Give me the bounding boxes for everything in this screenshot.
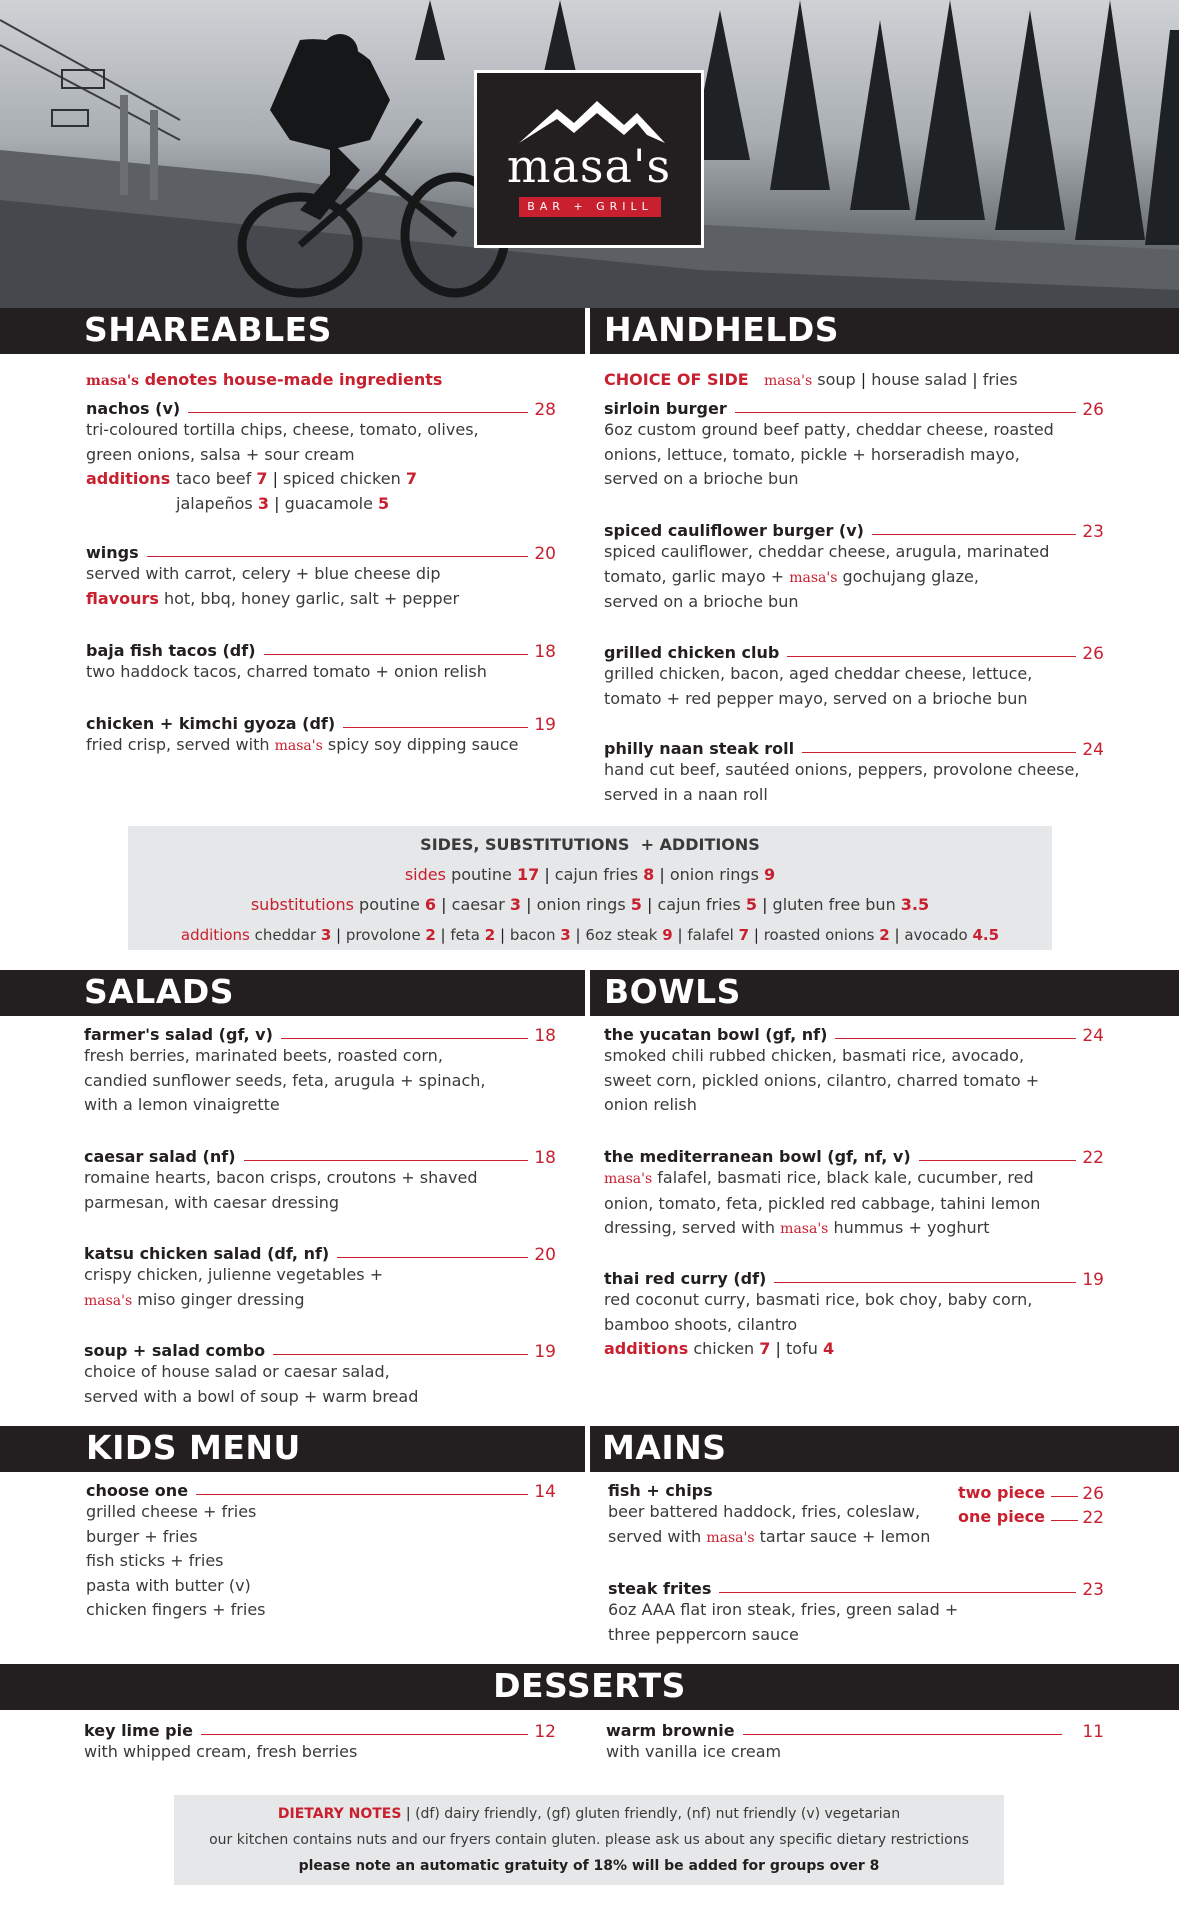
flavours-list: hot, bbq, honey garlic, salt + pepper: [163, 588, 460, 608]
item-name: wings: [86, 543, 139, 562]
item-name: spiced cauliflower burger (v): [604, 521, 864, 540]
substitutions-line: substitutions poutine 6 | caesar 3 | onion rings 5 | cajun fries 5 | gluten free bun 3.5: [250, 895, 930, 914]
section-title-bowls: BOWLS: [604, 972, 741, 1011]
item-description: [84, 1044, 556, 1118]
option-name: cajun fries: [554, 865, 639, 884]
item-additions: additions taco beef 7 | spiced chicken 7 jalapeños 3 | guacamole 5: [86, 467, 556, 516]
addition-name: spiced chicken: [283, 469, 401, 488]
section-title-handhelds: HANDHELDS: [604, 310, 840, 349]
description-line: grilled chicken, bacon, aged cheddar cheese, lettuce,: [604, 664, 1033, 683]
item-name: nachos (v): [86, 399, 181, 418]
leader-line: [735, 412, 1077, 413]
description-text: fried crisp, served with: [86, 735, 270, 754]
option-name: feta: [450, 926, 480, 944]
menu-item-wings: [86, 540, 556, 611]
description-line: served with carrot, celery + blue cheese dip: [86, 564, 441, 583]
item-price: 19: [1082, 1270, 1104, 1290]
addition-price: 5: [378, 493, 390, 513]
item-name: key lime pie: [84, 1721, 193, 1740]
item-name: the mediterranean bowl (gf, nf, v): [604, 1147, 911, 1166]
section-title-mains: MAINS: [602, 1428, 727, 1467]
description-text: miso ginger dressing: [137, 1289, 305, 1309]
description-line: with a lemon vinaigrette: [84, 1095, 280, 1114]
item-price: 18: [534, 1026, 556, 1046]
choice-of-side: CHOICE OF SIDE masa's soup | house salad | fries: [604, 370, 1018, 389]
addition-name: taco beef: [176, 469, 252, 488]
description-line: spiced cauliflower, cheddar cheese, arugula, marinated: [604, 542, 1050, 561]
item-price: 11: [1082, 1722, 1104, 1742]
sides-box-title: [128, 830, 1052, 860]
description-line: three peppercorn sauce: [608, 1624, 799, 1644]
menu-item-katsu-chicken-salad: [84, 1241, 556, 1313]
option-price: 5: [630, 895, 642, 914]
description-line: choice of house salad or caesar salad,: [84, 1362, 390, 1381]
logo-name: masa's: [506, 139, 672, 193]
leader-line: [1051, 1496, 1078, 1497]
item-price: 22: [1082, 1148, 1104, 1168]
addition-price: 7: [759, 1339, 771, 1358]
additions-label: additions: [86, 469, 171, 488]
masas-mark: masa's: [604, 1171, 653, 1187]
menu-item-philly-naan: [604, 736, 1104, 807]
menu-item-kids-choose-one: [86, 1478, 556, 1623]
item-description: [608, 1598, 1104, 1647]
menu-item-cauliflower-burger: [604, 518, 1104, 615]
description-line: 6oz custom ground beef patty, cheddar cheese, roasted: [604, 420, 1054, 439]
description-line: onion relish: [604, 1095, 697, 1114]
option-price: 3: [560, 926, 571, 944]
option-name: caesar: [451, 895, 505, 914]
section-band-shareables-handhelds: [0, 308, 1179, 354]
house-made-note-text: denotes house-made ingredients: [144, 370, 443, 389]
menu-item-warm-brownie: [606, 1718, 1104, 1765]
menu-item-gyoza: [86, 711, 556, 759]
item-price: 19: [534, 1342, 556, 1362]
masas-mark: masa's: [86, 373, 140, 389]
option-name: cheddar: [254, 926, 317, 944]
item-description: [604, 758, 1104, 807]
option-name: onion rings: [536, 895, 626, 914]
description-line: served with a bowl of soup + warm bread: [84, 1386, 419, 1406]
item-name: philly naan steak roll: [604, 739, 795, 758]
hero-photo: [0, 0, 1179, 308]
leader-line: [281, 1038, 528, 1039]
item-price: 23: [1082, 1580, 1104, 1600]
band-divider: [585, 1426, 590, 1472]
masas-mark: masa's: [274, 738, 323, 754]
option-name: bacon: [509, 926, 556, 944]
section-title-shareables: SHAREABLES: [84, 310, 332, 349]
one-piece-label: one piece: [958, 1507, 1045, 1526]
menu-item-sirloin-burger: [604, 396, 1104, 492]
item-description: [604, 662, 1104, 711]
description-line: onion, tomato, feta, pickled red cabbage, tahini lemon: [604, 1193, 1041, 1213]
item-name: farmer's salad (gf, v): [84, 1025, 273, 1044]
leader-line: [919, 1160, 1077, 1161]
item-price: 24: [1082, 1026, 1104, 1046]
section-title-desserts: DESSERTS: [493, 1666, 686, 1705]
description-line: red coconut curry, basmati rice, bok choy, baby corn,: [604, 1290, 1033, 1309]
kids-option: fish sticks + fries: [86, 1551, 224, 1570]
item-price: 23: [1082, 522, 1104, 542]
sides-substitutions-box: [128, 826, 1052, 950]
addition-price: 7: [256, 469, 268, 488]
item-name: choose one: [86, 1481, 189, 1500]
leader-line: [774, 1282, 1076, 1283]
substitutions-label: substitutions: [250, 895, 354, 914]
additions-line: additions cheddar 3 | provolone 2 | feta 2 | bacon 3 | 6oz steak 9 | falafel 7 | roasted onions 2 | avocado 4.5: [180, 926, 1000, 944]
description-line: crispy chicken, julienne vegetables +: [84, 1265, 384, 1284]
description-line: smoked chili rubbed chicken, basmati rice, avocado,: [604, 1046, 1025, 1065]
addition-name: chicken: [693, 1339, 755, 1358]
description-line: bamboo shoots, cilantro: [604, 1314, 798, 1334]
item-name: the yucatan bowl (gf, nf): [604, 1025, 828, 1044]
leader-line: [264, 654, 529, 655]
item-price: 24: [1082, 740, 1104, 760]
option-price: 3: [509, 895, 522, 914]
sides-line: sides poutine 17 | cajun fries 8 | onion rings 9: [404, 865, 776, 884]
kids-option: grilled cheese + fries: [86, 1502, 257, 1521]
item-price: 26: [1082, 400, 1104, 420]
description-line: candied sunflower seeds, feta, arugula + spinach,: [84, 1070, 486, 1090]
option-name: onion rings: [669, 865, 759, 884]
leader-line: [188, 412, 528, 413]
option-price: 3.5: [900, 895, 930, 914]
menu-item-baja-fish-tacos: [86, 638, 556, 685]
option-price: 2: [484, 926, 496, 944]
description-line: fresh berries, marinated beets, roasted corn,: [84, 1046, 443, 1065]
additions-label: additions: [180, 926, 250, 944]
masas-mark: masa's: [780, 1221, 829, 1237]
option-price: 4.5: [972, 926, 1000, 944]
item-name: grilled chicken club: [604, 643, 780, 662]
item-price: 12: [534, 1722, 556, 1742]
section-band-desserts: [0, 1664, 1179, 1710]
option-name: provolone: [345, 926, 421, 944]
addition-name: guacamole: [284, 493, 373, 513]
description-text: served with: [608, 1526, 702, 1546]
leader-line: [201, 1734, 528, 1735]
description-line: 6oz AAA flat iron steak, fries, green salad +: [608, 1600, 959, 1619]
item-description: red coconut curry, basmati rice, bok choy, baby corn, bamboo shoots, cilantro additions chicken 7 | tofu 4: [604, 1288, 1104, 1362]
sides-title-part: SIDES, SUBSTITUTIONS: [420, 835, 630, 854]
addition-price: 3: [257, 493, 269, 513]
item-name: steak frites: [608, 1579, 712, 1598]
masas-logo: [474, 70, 704, 248]
leader-line: [719, 1592, 1076, 1593]
leader-line: [147, 556, 529, 557]
description-line: served in a naan roll: [604, 784, 768, 804]
item-description: [608, 1500, 948, 1550]
side-option: house salad: [871, 370, 968, 389]
item-name: baja fish tacos (df): [86, 641, 256, 660]
menu-item-grilled-chicken-club: [604, 640, 1104, 711]
menu-item-key-lime-pie: [84, 1718, 556, 1765]
item-description: [604, 1166, 1104, 1242]
option-price: 5: [745, 895, 757, 914]
item-description: [84, 1166, 556, 1215]
dietary-notes-line: DIETARY NOTES | (df) dairy friendly, (gf) gluten friendly, (nf) nut friendly (v) vegetarian: [277, 1806, 901, 1822]
leader-line: [244, 1160, 529, 1161]
option-price: 8: [643, 865, 655, 884]
house-made-note: [86, 368, 442, 394]
sides-title-part: + ADDITIONS: [640, 835, 760, 854]
band-divider: [585, 970, 590, 1016]
option-price: 2: [879, 926, 890, 944]
fish-piece-prices: [958, 1478, 1104, 1526]
section-title-kids-menu: KIDS MENU: [86, 1428, 301, 1467]
option-price: 9: [662, 926, 673, 944]
option-name: 6oz steak: [585, 926, 658, 944]
item-price: 18: [534, 642, 556, 662]
two-piece-price: 26: [1082, 1484, 1104, 1504]
item-description: with vanilla ice cream: [606, 1742, 782, 1761]
side-option: fries: [982, 370, 1018, 389]
description-line: beer battered haddock, fries, coleslaw,: [608, 1502, 921, 1521]
item-name: warm brownie: [606, 1721, 735, 1740]
sides-label: sides: [404, 865, 446, 884]
description-line: onions, lettuce, tomato, pickle + horseradish mayo,: [604, 444, 1020, 464]
description-line: romaine hearts, bacon crisps, croutons + shaved: [84, 1168, 478, 1187]
item-description: [84, 1360, 556, 1409]
item-name: fish + chips: [608, 1481, 713, 1500]
description-text: dressing, served with: [604, 1218, 776, 1237]
dietary-notes-label: DIETARY NOTES: [277, 1806, 402, 1822]
option-name: avocado: [904, 926, 968, 944]
leader-line: [1051, 1520, 1078, 1521]
item-price: 19: [534, 715, 556, 735]
flavours-label: flavours: [86, 588, 159, 608]
option-price: 6: [424, 895, 437, 914]
menu-item-mediterranean-bowl: [604, 1144, 1104, 1242]
description-line: tri-coloured tortilla chips, cheese, tomato, olives,: [86, 420, 479, 439]
masas-mark: masa's: [789, 569, 838, 586]
item-description: [84, 1263, 556, 1313]
item-description: [604, 540, 1104, 615]
item-price: 20: [534, 1245, 556, 1265]
leader-line: [872, 534, 1076, 535]
masas-mark: masa's: [84, 1292, 133, 1309]
item-price: 28: [534, 400, 556, 420]
gratuity-notice: please note an automatic gratuity of 18% will be added for groups over 8: [298, 1858, 880, 1874]
menu-item-soup-salad-combo: [84, 1338, 556, 1409]
option-name: falafel: [687, 926, 734, 944]
kids-options-list: [86, 1500, 556, 1623]
masas-mark: masa's: [706, 1529, 755, 1546]
addition-name: tofu: [786, 1339, 818, 1358]
menu-item-thai-red-curry: [604, 1266, 1104, 1362]
item-name: thai red curry (df): [604, 1269, 767, 1288]
description-line: hand cut beef, sautéed onions, peppers, provolone cheese,: [604, 760, 1080, 779]
item-price: 26: [1082, 644, 1104, 664]
mountain-logo-icon: [519, 99, 665, 143]
option-price: 3: [320, 926, 332, 944]
addition-price: 4: [822, 1339, 835, 1358]
leader-line: [343, 727, 528, 728]
option-price: 17: [516, 865, 540, 884]
section-band-salads-bowls: [0, 970, 1179, 1016]
item-price: 18: [534, 1148, 556, 1168]
two-piece-label: two piece: [958, 1483, 1046, 1502]
description-line: sweet corn, pickled onions, cilantro, charred tomato +: [604, 1070, 1040, 1090]
item-description: [86, 418, 556, 467]
leader-line: [835, 1038, 1076, 1039]
leader-line: [196, 1494, 528, 1495]
item-description: with whipped cream, fresh berries: [84, 1742, 358, 1761]
option-name: roasted onions: [763, 926, 875, 944]
option-price: 2: [425, 926, 436, 944]
menu-item-fish-chips: [608, 1478, 1104, 1550]
band-divider: [585, 308, 590, 354]
item-price: 14: [534, 1482, 556, 1502]
dietary-notes-legend: (df) dairy friendly, (gf) gluten friendly, (nf) nut friendly (v) vegetarian: [415, 1806, 901, 1822]
side-option: soup: [817, 370, 856, 389]
description-text: gochujang glaze,: [842, 566, 979, 586]
item-description: two haddock tacos, charred tomato + onion relish: [86, 662, 487, 681]
masas-mark: masa's: [763, 373, 813, 389]
addition-name: jalapeños: [176, 493, 253, 513]
option-name: poutine: [359, 895, 420, 914]
description-text: tartar sauce + lemon: [759, 1526, 931, 1546]
leader-line: [743, 1734, 1063, 1735]
menu-item-yucatan-bowl: [604, 1022, 1104, 1118]
leader-line: [337, 1257, 528, 1258]
kids-option: pasta with butter (v): [86, 1575, 251, 1595]
item-description: [604, 1044, 1104, 1118]
allergen-warning: our kitchen contains nuts and our fryers contain gluten. please ask us about any specific dietary restrictions: [209, 1832, 969, 1848]
kids-option: chicken fingers + fries: [86, 1600, 266, 1619]
logo-tagline: BAR + GRILL: [519, 197, 661, 217]
description-line: tomato + red pepper mayo, served on a brioche bun: [604, 688, 1028, 708]
dietary-notes-box: [174, 1795, 1004, 1885]
option-name: poutine: [451, 865, 512, 884]
item-name: katsu chicken salad (df, nf): [84, 1244, 330, 1263]
menu-item-nachos: [86, 396, 556, 516]
menu-item-caesar-salad: [84, 1144, 556, 1215]
choice-of-side-label: CHOICE OF SIDE: [604, 370, 749, 389]
option-price: 9: [764, 865, 776, 884]
item-name: caesar salad (nf): [84, 1147, 236, 1166]
description-text: tomato, garlic mayo +: [604, 566, 785, 586]
description-line: parmesan, with caesar dressing: [84, 1192, 340, 1212]
additions-label: additions: [604, 1339, 689, 1358]
addition-price: 7: [405, 469, 417, 488]
description-text: hummus + yoghurt: [833, 1218, 990, 1237]
menu-item-steak-frites: [608, 1576, 1104, 1647]
option-name: cajun fries: [657, 895, 741, 914]
item-name: sirloin burger: [604, 399, 727, 418]
leader-line: [802, 752, 1076, 753]
description-text: spicy soy dipping sauce: [327, 735, 519, 754]
item-description: [86, 733, 556, 759]
description-line: served on a brioche bun: [604, 592, 799, 611]
section-title-salads: SALADS: [84, 972, 235, 1011]
option-name: gluten free bun: [772, 895, 896, 914]
item-name: soup + salad combo: [84, 1341, 266, 1360]
item-price: 20: [534, 544, 556, 564]
one-piece-price: 22: [1082, 1508, 1104, 1528]
kids-option: burger + fries: [86, 1526, 198, 1546]
leader-line: [273, 1354, 528, 1355]
menu-item-farmers-salad: [84, 1022, 556, 1118]
description-line: served on a brioche bun: [604, 469, 799, 488]
item-name: chicken + kimchi gyoza (df): [86, 714, 336, 733]
option-price: 7: [738, 926, 750, 944]
item-description: [86, 562, 556, 611]
item-description: [604, 418, 1104, 492]
description-line: green onions, salsa + sour cream: [86, 444, 355, 464]
section-band-kids-mains: [0, 1426, 1179, 1472]
description-text: falafel, basmati rice, black kale, cucumber, red: [657, 1168, 1034, 1187]
leader-line: [787, 656, 1076, 657]
